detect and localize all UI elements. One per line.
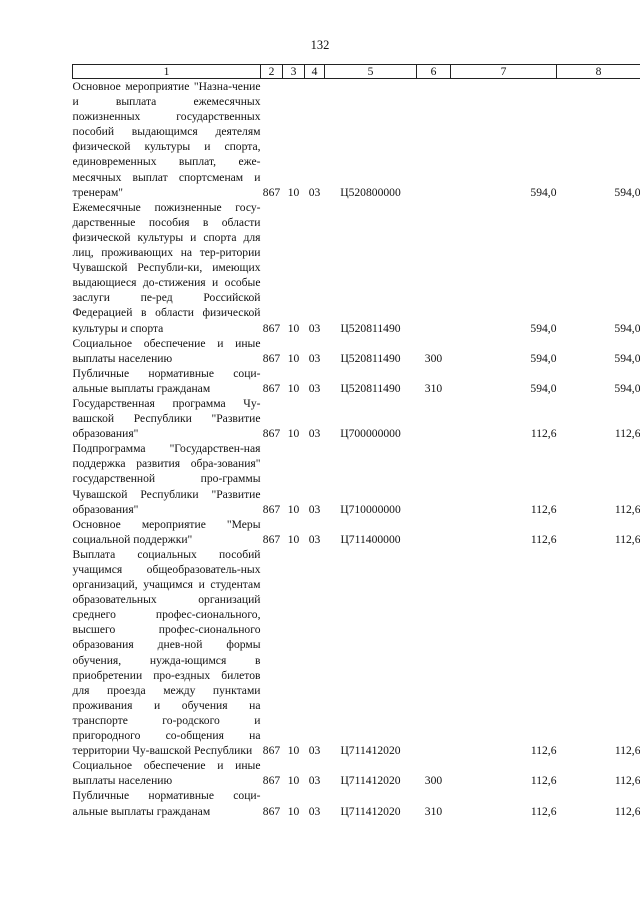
- section-code: 10: [287, 351, 300, 365]
- expense-type-code: 300: [424, 351, 443, 365]
- admin-code: 867: [262, 774, 281, 788]
- expense-type-code: [417, 200, 451, 336]
- target-code: Ц711412020: [340, 744, 401, 758]
- amount-2019: 594,0: [530, 381, 557, 395]
- admin-code: 867: [262, 351, 281, 365]
- amount-2020: 112,6: [614, 532, 640, 546]
- target-code: Ц520811490: [340, 321, 401, 335]
- admin-code: 867: [262, 321, 281, 335]
- section-code: 10: [287, 774, 300, 788]
- target-code: Ц520811490: [340, 351, 401, 365]
- table-row: [73, 441, 640, 516]
- section-code: 10: [287, 321, 300, 335]
- column-header: 4: [305, 65, 325, 79]
- admin-code: 867: [262, 427, 281, 441]
- target-code: Ц711400000: [340, 532, 401, 546]
- item-name: Социальное обеспечение и иные выплаты населению: [72, 336, 261, 365]
- target-code: Ц700000000: [340, 427, 401, 441]
- subsection-code: 03: [308, 427, 321, 441]
- table-body: [73, 79, 640, 819]
- amount-2019: 112,6: [530, 774, 557, 788]
- subsection-code: 03: [308, 351, 321, 365]
- amount-2019: 594,0: [530, 321, 557, 335]
- expense-type-code: [417, 441, 451, 516]
- expense-type-code: [417, 517, 451, 547]
- table-row: [73, 336, 640, 366]
- section-code: 10: [287, 804, 300, 818]
- item-name: Подпрограмма "Государствен-ная поддержка развития обра-зования" государственной про-граммы Чувашской Республики "Развитие образования": [72, 442, 261, 516]
- amount-2020: 112,6: [614, 804, 640, 818]
- section-code: 10: [287, 532, 300, 546]
- subsection-code: 03: [308, 532, 321, 546]
- table-row: [73, 396, 640, 441]
- item-name: Основное мероприятие "Меры социальной поддержки": [72, 517, 261, 546]
- amount-2020: 112,6: [614, 427, 640, 441]
- item-name: Выплата социальных пособий учащимся общеобразователь-ных организаций, учащимся и студентам образовательных организаций среднего профес-сионального, высшего профес-сионального образования днев-ной формы обучения, нужда-ющимся в приобретении про-ездных билетов для проезда между пунктами проживания и обучения на транспорте го-родского и пригородного со-общения на территории Чу-вашской Республики: [72, 547, 261, 758]
- column-header: 3: [283, 65, 305, 79]
- expense-type-code: 300: [424, 774, 443, 788]
- subsection-code: 03: [308, 381, 321, 395]
- item-name: Ежемесячные пожизненные госу-дарственные пособия в области физической культуры и спорта для лиц, проживающих на тер-ритории Чувашской Республи-ки, имеющих выдающиеся до-стижения и особые заслуги пе-ред Российской Федерацией в области физической культуры и спорта: [72, 200, 261, 335]
- table-row: [73, 79, 640, 200]
- budget-table: [72, 64, 640, 819]
- section-code: 10: [287, 185, 300, 199]
- section-code: 10: [287, 381, 300, 395]
- admin-code: 867: [262, 744, 281, 758]
- amount-2019: 112,6: [530, 427, 557, 441]
- admin-code: 867: [262, 502, 281, 516]
- item-name: Социальное обеспечение и иные выплаты населению: [72, 759, 261, 788]
- amount-2020: 112,6: [614, 744, 640, 758]
- table-row: [73, 517, 640, 547]
- subsection-code: 03: [308, 502, 321, 516]
- subsection-code: 03: [308, 744, 321, 758]
- subsection-code: 03: [308, 321, 321, 335]
- expense-type-code: 310: [424, 804, 443, 818]
- table-row: [73, 547, 640, 758]
- amount-2019: 594,0: [530, 351, 557, 365]
- target-code: Ц711412020: [340, 774, 401, 788]
- target-code: Ц711412020: [340, 804, 401, 818]
- admin-code: 867: [262, 804, 281, 818]
- item-name: Публичные нормативные соци-альные выплаты гражданам: [72, 366, 261, 395]
- page-number: 132: [310, 38, 330, 52]
- amount-2019: 112,6: [530, 744, 557, 758]
- amount-2020: 112,6: [614, 502, 640, 516]
- table-row: [73, 788, 640, 818]
- item-name: Основное мероприятие "Назна-чение и выплата ежемесячных пожизненных государственных пособий выдающимся деятелям физической культуры и спорта, единовременных выплат, еже-месячных выплат спортсменам и тренерам": [72, 80, 261, 199]
- admin-code: 867: [262, 185, 281, 199]
- amount-2019: 112,6: [530, 804, 557, 818]
- column-header: 7: [451, 65, 557, 79]
- item-name: Публичные нормативные соци-альные выплаты гражданам: [72, 789, 261, 818]
- amount-2020: 112,6: [614, 774, 640, 788]
- column-header: 6: [417, 65, 451, 79]
- amount-2020: 594,0: [614, 351, 640, 365]
- table-row: [73, 200, 640, 336]
- expense-type-code: [417, 396, 451, 441]
- section-code: 10: [287, 502, 300, 516]
- expense-type-code: 310: [424, 381, 443, 395]
- table-header-row: [73, 65, 640, 79]
- expense-type-code: [417, 547, 451, 758]
- table-row: [73, 758, 640, 788]
- amount-2019: 594,0: [530, 185, 557, 199]
- amount-2019: 112,6: [530, 532, 557, 546]
- amount-2020: 594,0: [614, 381, 640, 395]
- amount-2019: 112,6: [530, 502, 557, 516]
- amount-2020: 594,0: [614, 185, 640, 199]
- subsection-code: 03: [308, 185, 321, 199]
- section-code: 10: [287, 744, 300, 758]
- target-code: Ц710000000: [340, 502, 401, 516]
- admin-code: 867: [262, 381, 281, 395]
- expense-type-code: [417, 79, 451, 200]
- column-header: 8: [557, 65, 640, 79]
- column-header: 2: [261, 65, 283, 79]
- admin-code: 867: [262, 532, 281, 546]
- subsection-code: 03: [308, 774, 321, 788]
- target-code: Ц520800000: [340, 185, 401, 199]
- column-header: 1: [73, 65, 261, 79]
- section-code: 10: [287, 427, 300, 441]
- subsection-code: 03: [308, 804, 321, 818]
- target-code: Ц520811490: [340, 381, 401, 395]
- column-header: 5: [325, 65, 417, 79]
- item-name: Государственная программа Чу-вашской Республики "Развитие образования": [72, 396, 261, 441]
- table-row: [73, 366, 640, 396]
- amount-2020: 594,0: [614, 321, 640, 335]
